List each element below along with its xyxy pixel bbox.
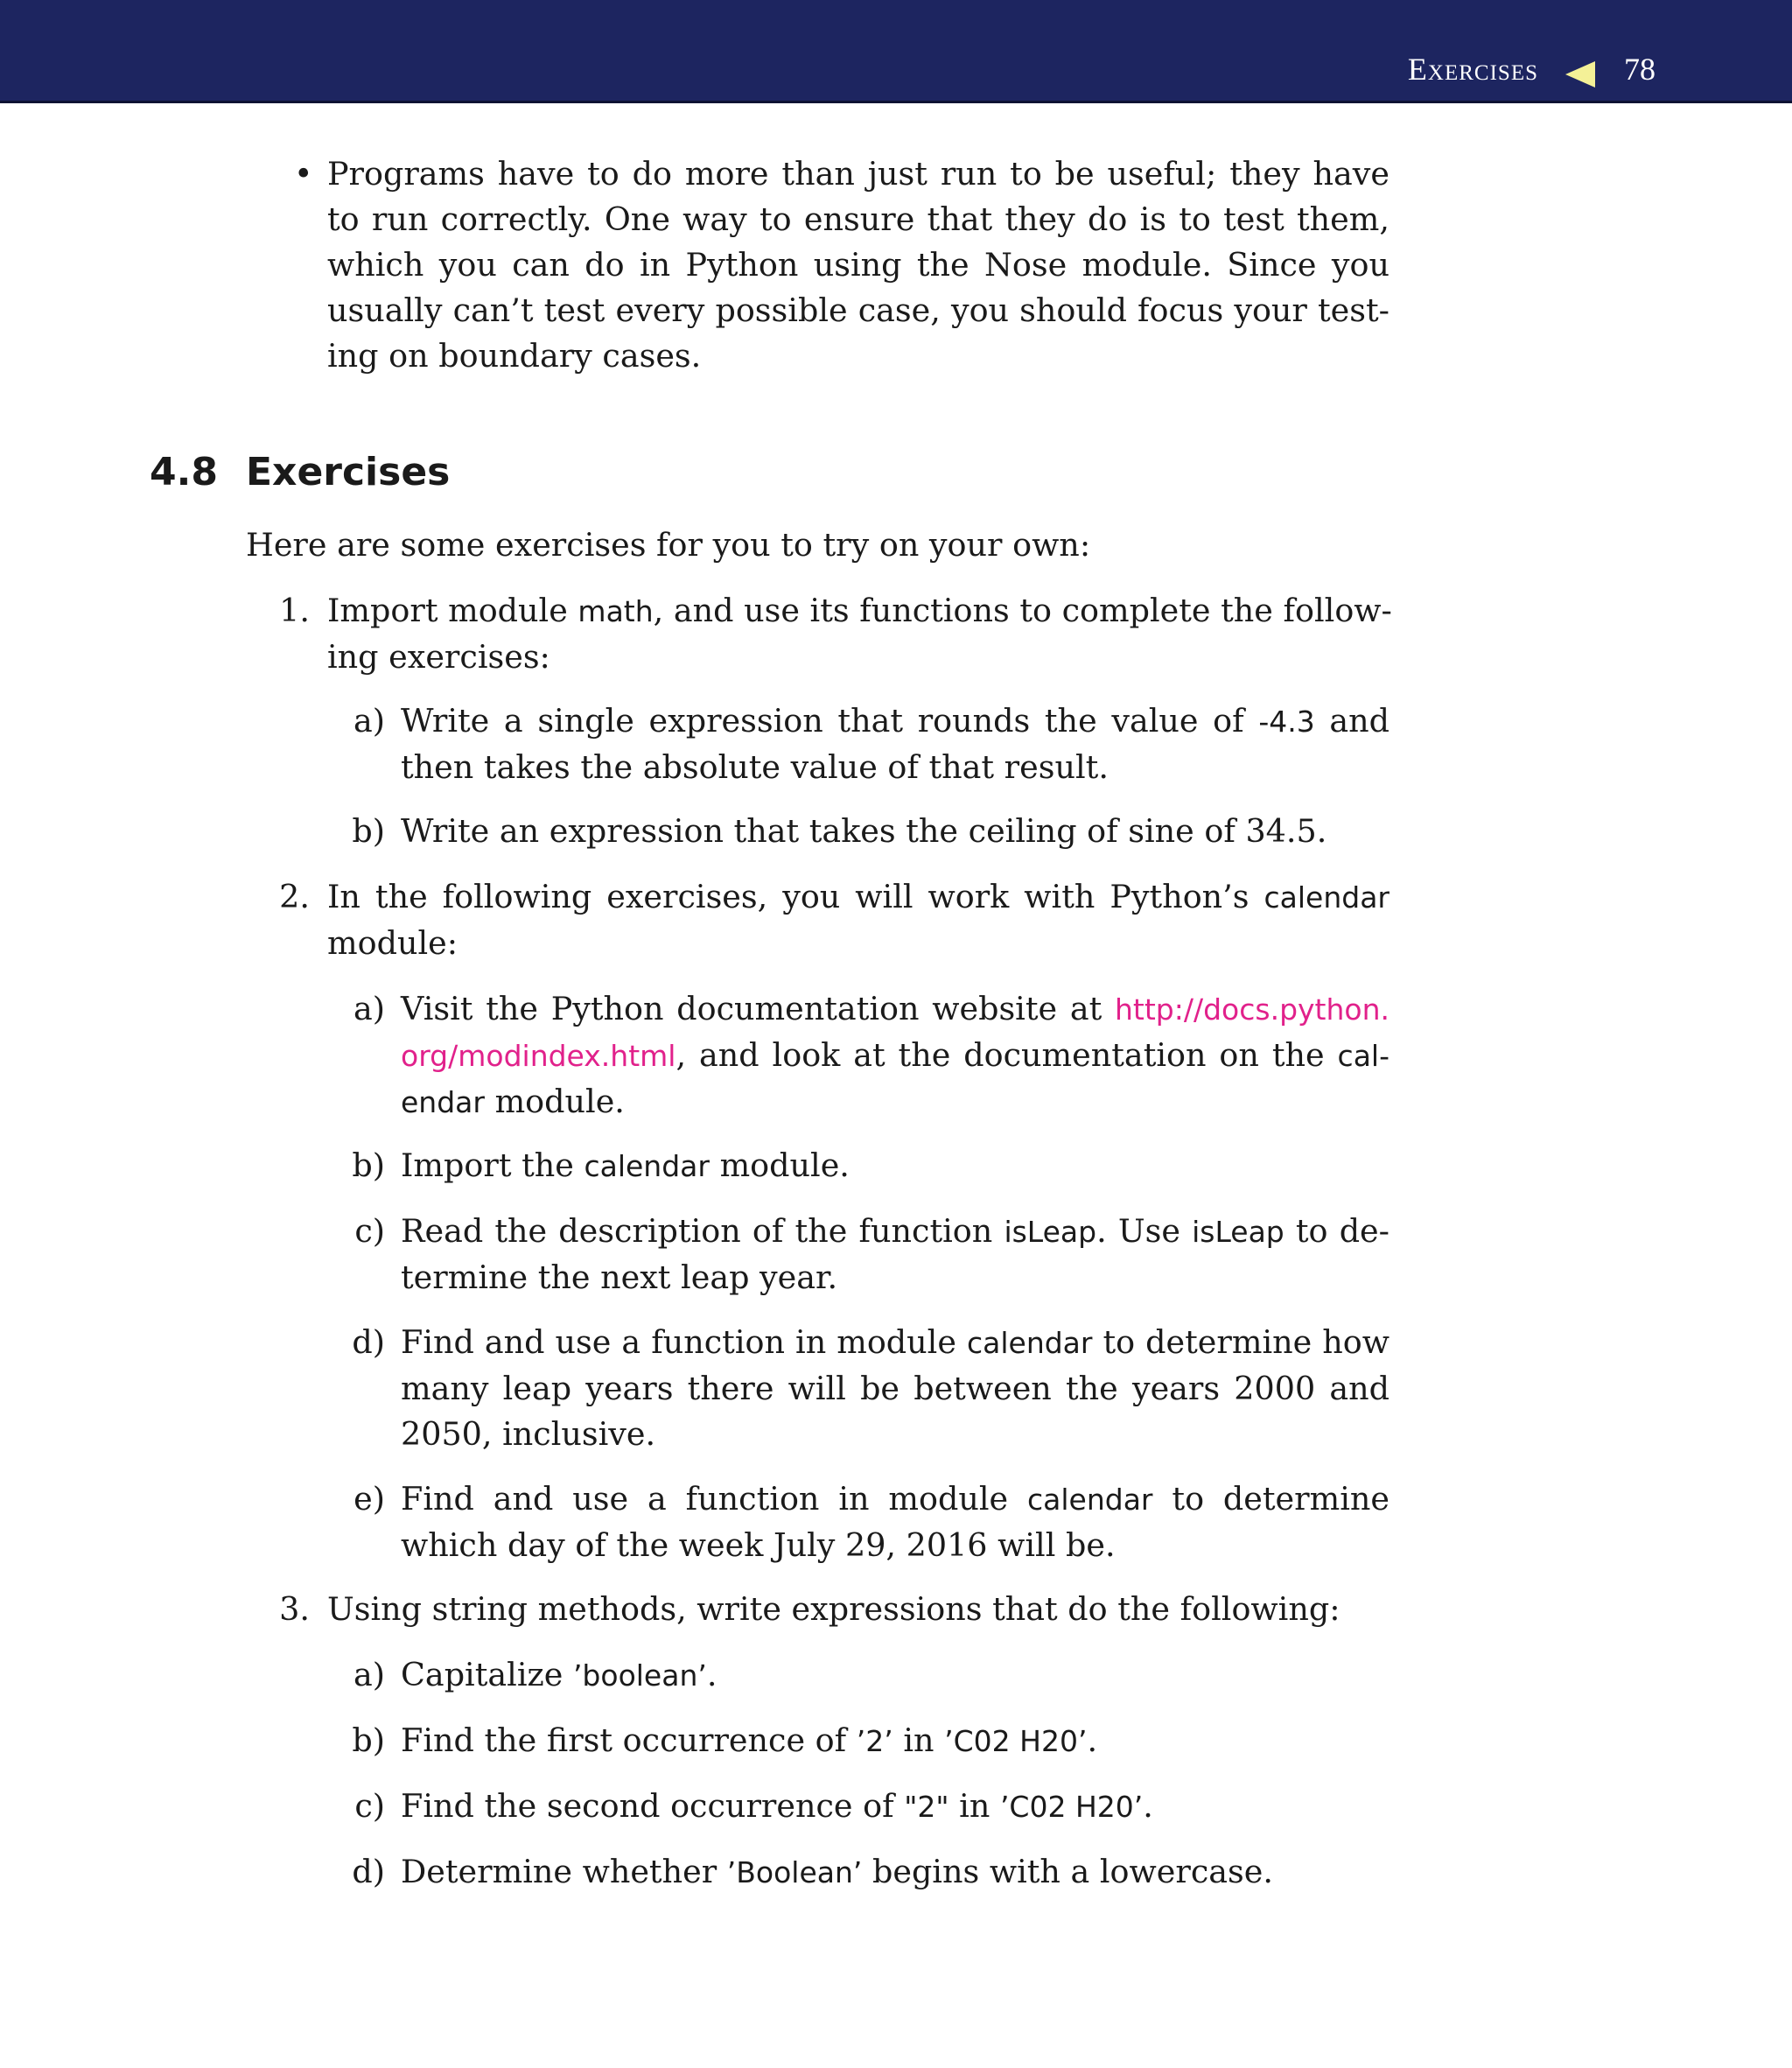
exercise-2b: Import the calendar module. bbox=[401, 1146, 850, 1184]
exercise-2e: Find and use a function in module calendar to determine which day of the week July 29, 2016 will be. bbox=[401, 1480, 1390, 1564]
bullet-line: usually can’t test every possible case, you should focus your test- bbox=[327, 291, 1390, 329]
code-math: math bbox=[578, 594, 654, 628]
intro-text: Here are some exercises for you to try on your own: bbox=[246, 526, 1091, 564]
exercise-3a: Capitalize ’boolean’. bbox=[401, 1656, 718, 1693]
section-title: Exercises bbox=[246, 450, 451, 494]
exercise-3d-label: d) bbox=[352, 1853, 385, 1890]
exercise-1b: Write an expression that takes the ceiling of sine of 34.5. bbox=[401, 812, 1327, 850]
exercise-2d: Find and use a function in module calendar to determine how many leap years there will be between the years 2000 and 2050, inclusive. bbox=[401, 1323, 1390, 1453]
exercise-1a-label: a) bbox=[353, 702, 385, 740]
left-triangle-icon bbox=[1565, 61, 1595, 88]
exercise-2c-label: c) bbox=[354, 1212, 385, 1250]
exercise-3: Using string methods, write expressions that do the following: bbox=[327, 1590, 1340, 1628]
bullet-line: Programs have to do more than just run to be useful; they have bbox=[327, 155, 1390, 193]
running-title: Exercises bbox=[1407, 52, 1538, 87]
docs-link-continued[interactable]: org/modindex.html bbox=[401, 1039, 676, 1073]
docs-link[interactable]: http://docs.python. bbox=[1115, 992, 1390, 1027]
exercise-3a-label: a) bbox=[353, 1656, 385, 1693]
bullet-line: which you can do in Python using the Nose module. Since you bbox=[327, 246, 1390, 284]
bullet-line: to run correctly. One way to ensure that they do is to test them, bbox=[327, 200, 1390, 238]
bullet-marker: • bbox=[294, 155, 313, 193]
exercise-2d-label: d) bbox=[352, 1323, 385, 1361]
exercise-3d: Determine whether ’Boolean’ begins with a lowercase. bbox=[401, 1853, 1273, 1890]
exercise-1: Import module math, and use its functions to complete the follow- ing exercises: bbox=[327, 592, 1392, 676]
exercise-2e-label: e) bbox=[354, 1480, 385, 1518]
section-number: 4.8 bbox=[150, 450, 218, 494]
page-number: 78 bbox=[1624, 52, 1656, 87]
exercise-2: In the following exercises, you will work with Python’s calendar module: bbox=[327, 878, 1390, 962]
code-calendar: calendar bbox=[1264, 880, 1390, 915]
exercise-3c-label: c) bbox=[354, 1787, 385, 1825]
bullet-line: ing on boundary cases. bbox=[327, 337, 702, 375]
exercise-2a: Visit the Python documentation website at http://docs.python. org/modindex.html, and look at the documentation on the cal- endar module. bbox=[401, 990, 1390, 1120]
exercise-3c: Find the second occurrence of "2" in ’C02 H20’. bbox=[401, 1787, 1153, 1825]
exercise-2b-label: b) bbox=[352, 1146, 385, 1184]
code-value: -4.3 bbox=[1258, 705, 1315, 739]
exercise-3b: Find the first occurrence of ’2’ in ’C02 H20’. bbox=[401, 1721, 1098, 1759]
exercise-2a-label: a) bbox=[353, 990, 385, 1027]
exercise-1b-label: b) bbox=[352, 812, 385, 850]
exercise-1-number: 1. bbox=[279, 592, 310, 629]
exercise-1a: Write a single expression that rounds the value of -4.3 and then takes the absolute value of that result. bbox=[401, 702, 1390, 786]
page-header bbox=[0, 0, 1792, 103]
exercise-2c: Read the description of the function isLeap. Use isLeap to de- termine the next leap year. bbox=[401, 1212, 1390, 1296]
exercise-3-number: 3. bbox=[279, 1590, 310, 1628]
exercise-3b-label: b) bbox=[352, 1721, 385, 1759]
bullet-paragraph bbox=[327, 151, 1390, 379]
exercise-2-number: 2. bbox=[279, 878, 310, 915]
